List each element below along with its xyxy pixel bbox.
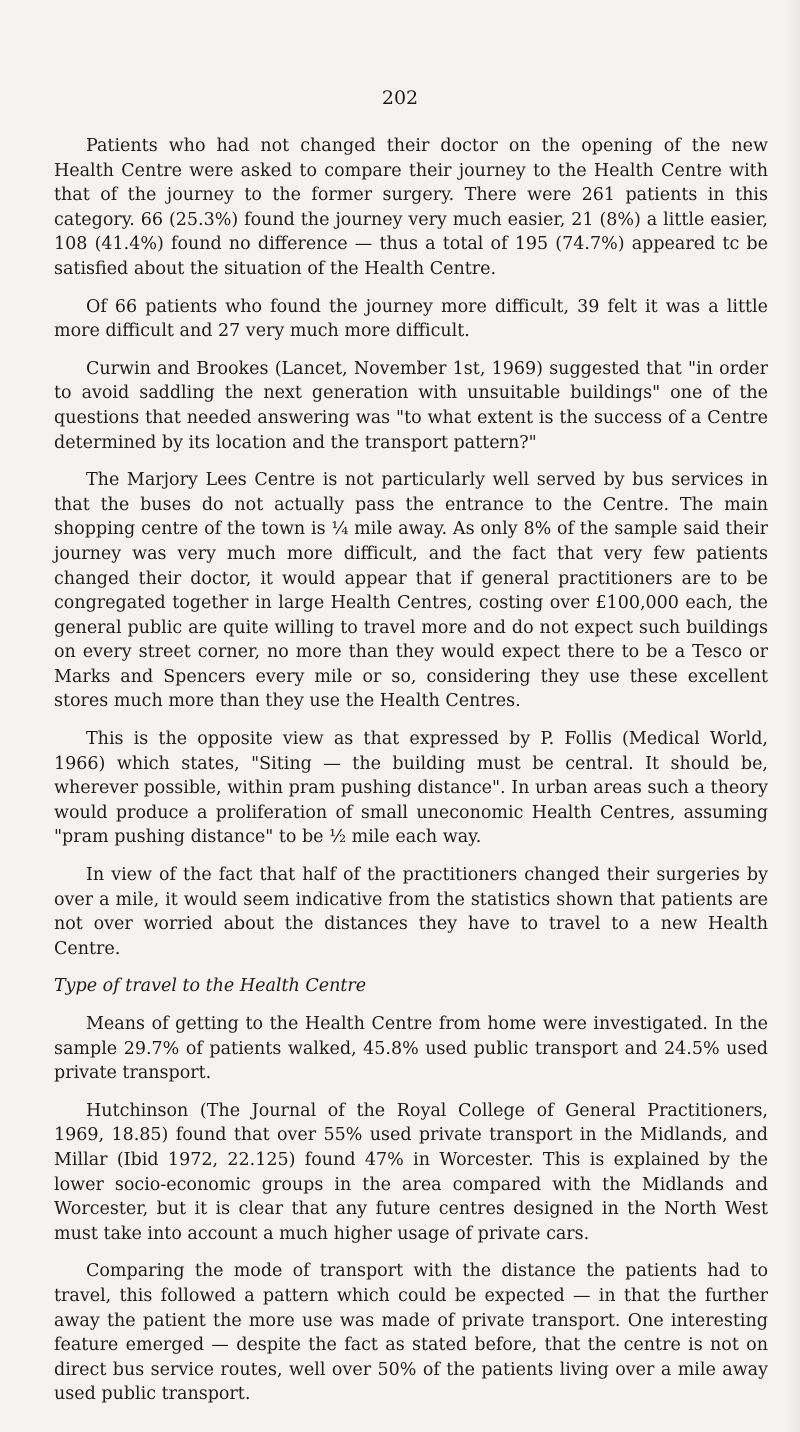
body-text	[54, 134, 768, 1420]
section-heading: Type of travel to the Health Centre	[54, 976, 367, 997]
paragraph-follis-view: This is the opposite view as that expressed by P. Follis (Medical World, 1966) which states, "Siting — the building must be central. It should be, wherever possible, within pram pushing distance". In urban areas such a theory would produce a proliferation of small uneconomic Health Centres, assuming "pram pushing distance" to be ½ mile each way.	[54, 729, 768, 848]
paragraph-means-of-travel: Means of getting to the Health Centre from home were investigated. In the sample 29.7% of patients walked, 45.8% used public transport and 24.5% used private transport.	[54, 1014, 768, 1084]
paragraph-marjory-lees-centre: The Marjory Lees Centre is not particularly well served by bus services in that the buses do not actually pass the entrance to the Centre. The main shopping centre of the town is ¼ mile away. As only 8% of the sample said their journey was very much more difficult, and the fact that very few patients changed their doctor, it would appear that if general practitioners are to be congregated together in large Health Centres, costing over £100,000 each, the general public are quite willing to travel more and do not expect such buildings on every street corner, no more than they would expect there to be a Tesco or Marks and Spencers every mile or so, considering they use these excellent stores much more than they use the Health Centres.	[54, 470, 768, 712]
page-number: 202	[381, 87, 419, 109]
paragraph-more-difficult: Of 66 patients who found the journey more difficult, 39 felt it was a little more difficult and 27 very much more difficult.	[54, 296, 768, 342]
paragraph-journey-comparison: Patients who had not changed their doctor on the opening of the new Health Centre were asked to compare their journey to the Health Centre with that of the journey to the former surgery. There were 261 patients in this category. 66 (25.3%) found the journey very much easier, 21 (8%) a little easier, 108 (41.4%) found no difference — thus a total of 195 (74.7%) appeared tc be satisfied about the situation of the Health Centre.	[54, 136, 768, 279]
paragraph-hutchinson-millar: Hutchinson (The Journal of the Royal College of General Practitioners, 1969, 18.85) found that over 55% used private transport in the Midlands, and Millar (Ibid 1972, 22.125) found 47% in Worcester. This is explained by the lower socio-economic groups in the area compared with the Midlands and Worcester, but it is clear that any future centres designed in the North West must take into account a much higher usage of private cars.	[54, 1100, 768, 1244]
paragraph-practitioners-surgeries: In view of the fact that half of the practitioners changed their surgeries by over a mile, it would seem indicative from the statistics shown that patients are not over worried about the distances they have to travel to a new Health Centre.	[54, 865, 768, 959]
paragraph-curwin-brookes: Curwin and Brookes (Lancet, November 1st, 1969) suggested that "in order to avoid saddling the next generation with unsuitable buildings" one of the questions that needed answering was "to what extent is the success of a Centre determined by its location and the transport pattern?"	[54, 358, 768, 453]
paragraph-mode-vs-distance: Comparing the mode of transport with the distance the patients had to travel, this followed a pattern which could be expected — in that the further away the patient the more use was made of private transport. One interesting feature emerged — despite the fact as stated before, that the centre is not on direct bus service routes, well over 50% of the patients living over a mile away used public transport.	[54, 1261, 768, 1405]
page-edge-shadow	[786, 0, 800, 1432]
